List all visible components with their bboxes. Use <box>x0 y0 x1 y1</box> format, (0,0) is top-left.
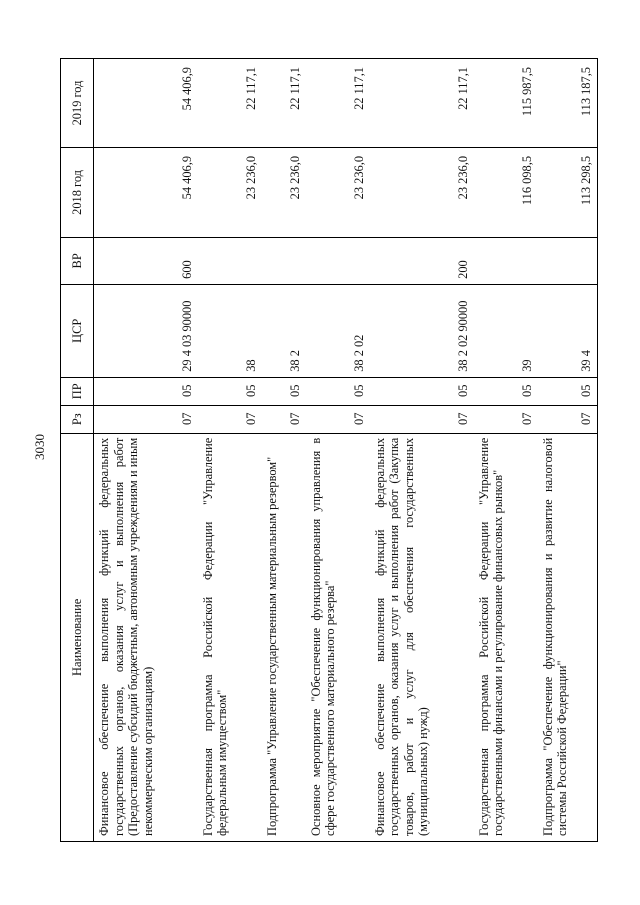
table-row <box>94 59 198 842</box>
row-csr: 38 2 <box>262 284 306 377</box>
header-2019: 2019 год <box>61 59 94 148</box>
table-row <box>370 59 474 842</box>
table-header-row <box>61 59 94 842</box>
header-vr: ВР <box>61 237 94 284</box>
header-2018: 2018 год <box>61 147 94 237</box>
row-name: Основное мероприятие "Обеспечение функционирования управления в сфере государственного материального резерва" <box>306 433 370 841</box>
row-2019: 115 987,5 <box>474 59 538 148</box>
row-name: Государственная программа Российской Федерации "Управление государственными финансами и регулирование финансовых рынков" <box>474 433 538 841</box>
row-2019: 22 117,1 <box>262 59 306 148</box>
row-2018: 116 098,5 <box>474 147 538 237</box>
row-pr: 05 <box>262 377 306 405</box>
budget-table <box>60 58 598 842</box>
row-vr <box>538 237 598 284</box>
row-name: Финансовое обеспечение выполнения функций федеральных государственных органов, оказания услуг и выполнения работ (Закупка товаров, работ и услуг для обеспечения государственных (муниципальных) нужд) <box>370 433 474 841</box>
row-2019: 113 187,5 <box>538 59 598 148</box>
header-csr: ЦСР <box>61 284 94 377</box>
row-rz: 07 <box>262 405 306 433</box>
header-rz: Рз <box>61 405 94 433</box>
row-csr: 39 4 <box>538 284 598 377</box>
header-pr: ПР <box>61 377 94 405</box>
row-csr: 39 <box>474 284 538 377</box>
row-name: Подпрограмма "Управление государственным материальным резервом" <box>262 433 306 841</box>
row-2018: 23 236,0 <box>198 147 262 237</box>
table-row <box>474 59 538 842</box>
row-pr: 05 <box>94 377 198 405</box>
row-2019: 22 117,1 <box>306 59 370 148</box>
row-2018: 23 236,0 <box>306 147 370 237</box>
row-name: Финансовое обеспечение выполнения функций федеральных государственных органов, оказания услуг и выполнения работ (Предоставление субсидий бюджетным, автономным учреждениям и иным некоммерческим организациям) <box>94 433 198 841</box>
row-csr: 38 <box>198 284 262 377</box>
row-pr: 05 <box>198 377 262 405</box>
row-2018: 54 406,9 <box>94 147 198 237</box>
row-2018: 23 236,0 <box>370 147 474 237</box>
row-2019: 22 117,1 <box>370 59 474 148</box>
row-vr <box>262 237 306 284</box>
row-rz: 07 <box>94 405 198 433</box>
rotated-table-wrapper <box>60 58 596 842</box>
row-vr <box>198 237 262 284</box>
table-row <box>262 59 306 842</box>
row-rz: 07 <box>370 405 474 433</box>
row-rz: 07 <box>538 405 598 433</box>
row-vr: 600 <box>94 237 198 284</box>
row-csr: 29 4 03 90000 <box>94 284 198 377</box>
row-name: Государственная программа Российской Федерации "Управление федеральным имуществом" <box>198 433 262 841</box>
row-2018: 23 236,0 <box>262 147 306 237</box>
row-pr: 05 <box>370 377 474 405</box>
row-2018: 113 298,5 <box>538 147 598 237</box>
row-vr <box>474 237 538 284</box>
table-row <box>306 59 370 842</box>
row-pr: 05 <box>474 377 538 405</box>
row-2019: 22 117,1 <box>198 59 262 148</box>
row-rz: 07 <box>198 405 262 433</box>
row-pr: 05 <box>538 377 598 405</box>
table-row <box>538 59 598 842</box>
row-rz: 07 <box>474 405 538 433</box>
header-name: Наименование <box>61 433 94 841</box>
row-name: Подпрограмма "Обеспечение функционирования и развитие налоговой системы Российской Федерации" <box>538 433 598 841</box>
table-row <box>198 59 262 842</box>
page-number: 3030 <box>32 434 47 460</box>
row-2019: 54 406,9 <box>94 59 198 148</box>
row-csr: 38 2 02 <box>306 284 370 377</box>
row-rz: 07 <box>306 405 370 433</box>
row-vr: 200 <box>370 237 474 284</box>
row-csr: 38 2 02 90000 <box>370 284 474 377</box>
row-pr: 05 <box>306 377 370 405</box>
row-vr <box>306 237 370 284</box>
